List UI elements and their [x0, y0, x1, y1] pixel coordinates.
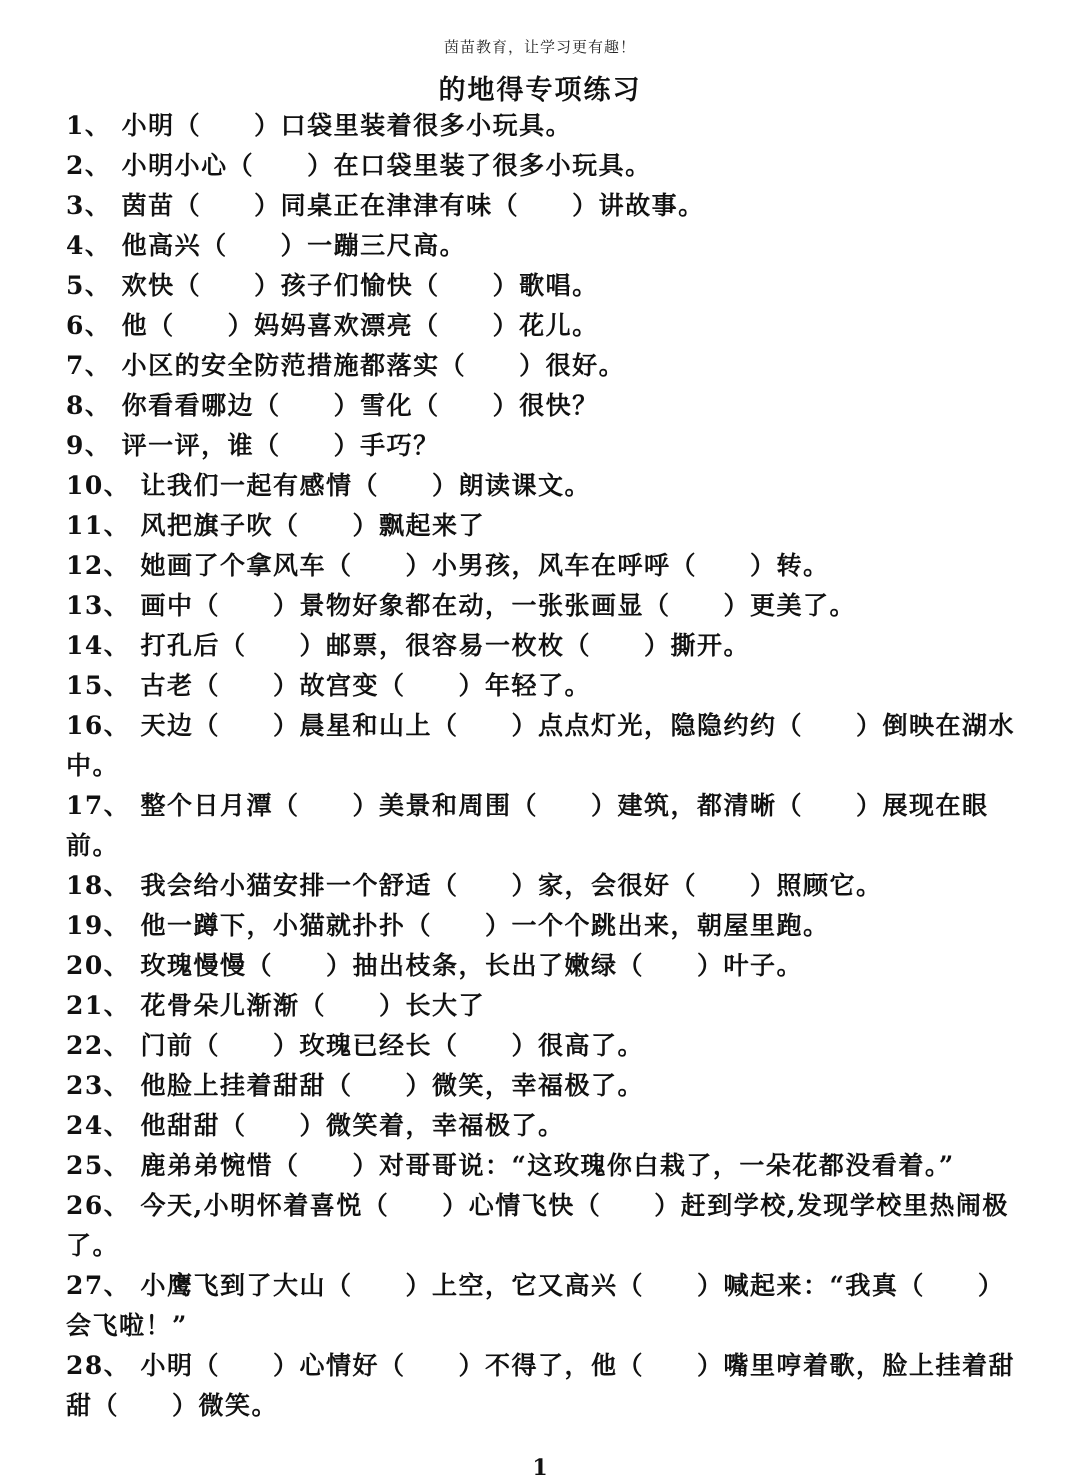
- exercise-item: 16、 天边（ ）晨星和山上（ ）点点灯光，隐隐约约（ ）倒映在湖水中。: [66, 711, 1015, 780]
- exercise-item: 5、 欢快（ ）孩子们愉快（ ）歌唱。: [66, 271, 599, 300]
- exercise-item: 9、 评一评，谁（ ）手巧？: [66, 431, 440, 460]
- exercise-item: 13、 画中（ ）景物好象都在动，一张张画显（ ）更美了。: [66, 591, 856, 620]
- exercise-item: 12、 她画了个拿风车（ ）小男孩，风车在呼呼（ ）转。: [66, 551, 830, 580]
- page-title: 的地得专项练习: [438, 75, 642, 106]
- exercise-item: 18、 我会给小猫安排一个舒适（ ）家，会很好（ ）照顾它。: [66, 871, 883, 900]
- exercise-item: 28、 小明（ ）心情好（ ）不得了，他（ ）嘴里哼着歌，脸上挂着甜甜（ ）微笑。: [66, 1351, 1015, 1420]
- header-note: 茵苗教育，让学习更有趣！: [443, 38, 636, 56]
- exercise-item: 3、 茵苗（ ）同桌正在津津有味（ ）讲故事。: [66, 191, 705, 220]
- exercise-item: 20、 玫瑰慢慢（ ）抽出枝条，长出了嫩绿（ ）叶子。: [66, 951, 803, 980]
- exercise-item: 14、 打孔后（ ）邮票，很容易一枚枚（ ）撕开。: [66, 631, 750, 660]
- exercise-item: 25、 鹿弟弟惋惜（ ）对哥哥说：“这玫瑰你白栽了，一朵花都没看着。”: [66, 1151, 955, 1180]
- exercise-item: 4、 他高兴（ ）一蹦三尺高。: [66, 231, 467, 260]
- exercise-list: [66, 106, 1026, 1426]
- exercise-item: 22、 门前（ ）玫瑰已经长（ ）很高了。: [66, 1031, 644, 1060]
- exercise-item: 11、 风把旗子吹（ ）飘起来了: [66, 511, 485, 540]
- exercise-item: 21、 花骨朵儿渐渐（ ）长大了: [66, 991, 485, 1020]
- exercise-item: 24、 他甜甜（ ）微笑着，幸福极了。: [66, 1111, 565, 1140]
- exercise-item: 2、 小明小心（ ）在口袋里装了很多小玩具。: [66, 151, 652, 180]
- exercise-item: 17、 整个日月潭（ ）美景和周围（ ）建筑，都清晰（ ）展现在眼前。: [66, 791, 989, 860]
- exercise-item: 19、 他一蹲下，小猫就扑扑（ ）一个个跳出来，朝屋里跑。: [66, 911, 830, 940]
- exercise-item: 1、 小明（ ）口袋里装着很多小玩具。: [66, 111, 573, 140]
- page-number: 1: [532, 1455, 548, 1481]
- exercise-item: 10、 让我们一起有感情（ ）朗读课文。: [66, 471, 591, 500]
- exercise-item: 27、 小鹰飞到了大山（ ）上空，它又高兴（ ）喊起来：“我真（ ）会飞啦！”: [66, 1271, 1005, 1340]
- exercise-item: 15、 古老（ ）故宫变（ ）年轻了。: [66, 671, 591, 700]
- exercise-item: 6、 他（ ）妈妈喜欢漂亮（ ）花儿。: [66, 311, 599, 340]
- exercise-item: 23、 他脸上挂着甜甜（ ）微笑，幸福极了。: [66, 1071, 644, 1100]
- exercise-item: 7、 小区的安全防范措施都落实（ ）很好。: [66, 351, 626, 380]
- exercise-item: 26、 今天,小明怀着喜悦（ ）心情飞快（ ）赶到学校,发现学校里热闹极了。: [66, 1191, 1009, 1260]
- exercise-item: 8、 你看看哪边（ ）雪化（ ）很快？: [66, 391, 599, 420]
